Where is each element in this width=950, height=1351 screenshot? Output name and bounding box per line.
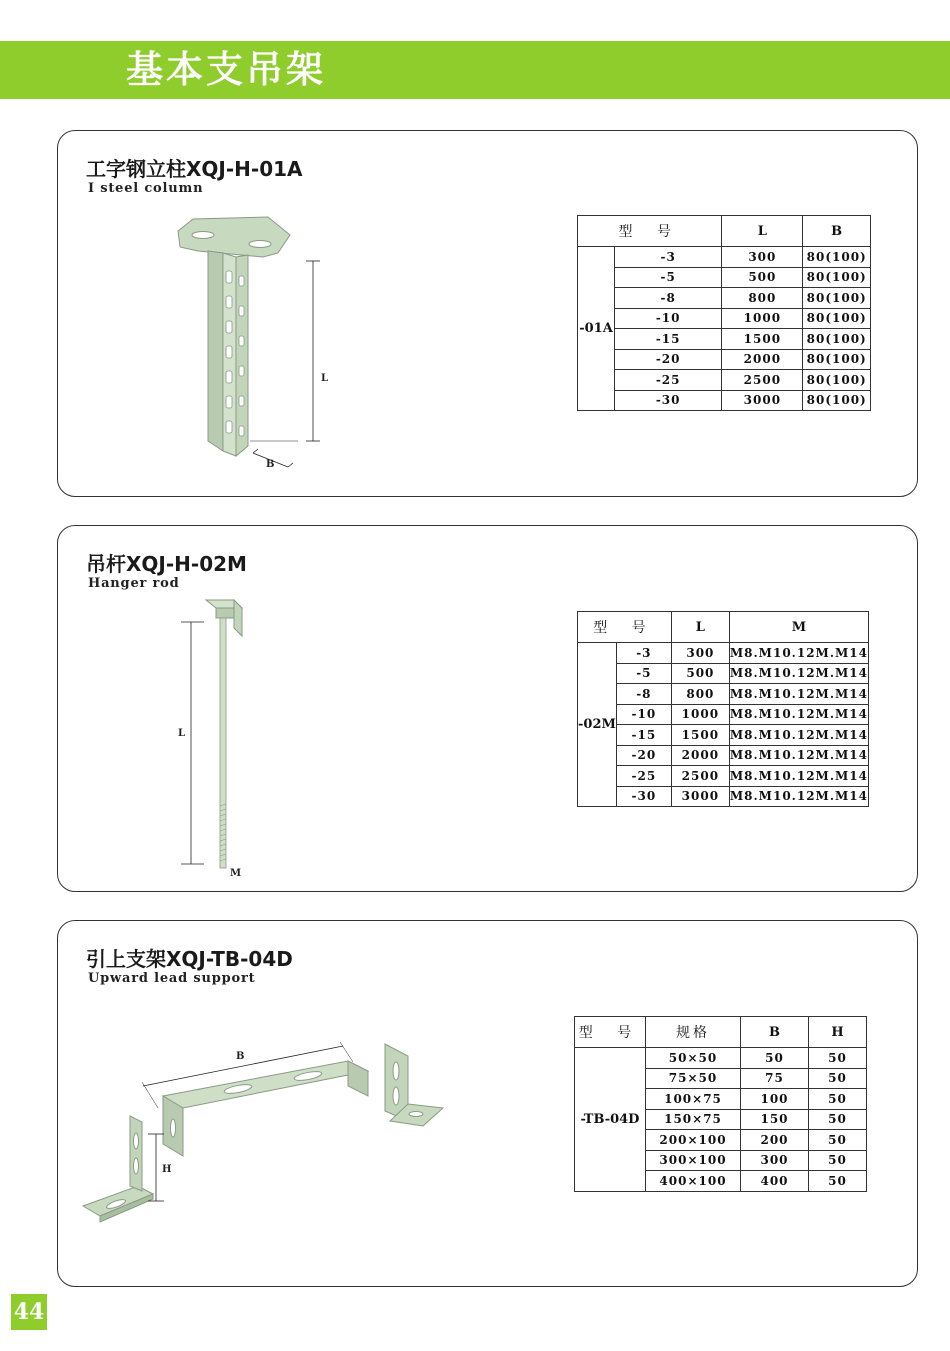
product-title: 工字钢立柱XQJ-H-01A [86,157,303,181]
table-row: -10 1000 M8.M10.12M.M14 [578,704,869,725]
dim-label-b: B [266,459,275,470]
header-l: L [671,612,729,643]
dim-label-m: M [230,868,242,879]
table-row: -30 3000 80(100) [578,390,871,411]
model-cell: -02M [578,643,617,807]
product-subtitle: I steel column [88,181,204,196]
dim-label-b: B [236,1051,245,1062]
header-b: B [741,1017,809,1048]
header-spec: 规格 [646,1017,741,1048]
table-row: -25 2500 M8.M10.12M.M14 [578,766,869,787]
page-number: 44 [11,1294,47,1330]
header-b: B [803,216,871,247]
table-row: 300×100 300 50 [575,1150,867,1171]
table-row: -TB-04D 50×50 50 50 [575,1048,867,1069]
header-model: 型 号 [578,612,672,643]
header-model: 型 号 [578,216,722,247]
table-row: -15 1500 80(100) [578,329,871,350]
model-cell: -TB-04D [575,1048,646,1192]
table-row: -30 3000 M8.M10.12M.M14 [578,786,869,807]
table-row: 100×75 100 50 [575,1089,867,1110]
product-subtitle: Hanger rod [88,576,180,591]
table-row: -20 2000 80(100) [578,349,871,370]
model-cell: -01A [578,247,615,411]
product-card-i-steel-column [57,130,918,497]
table-row: -15 1500 M8.M10.12M.M14 [578,725,869,746]
header-m: M [729,612,868,643]
product-subtitle: Upward lead support [88,971,256,986]
table-row: 200×100 200 50 [575,1130,867,1151]
product-card-upward-lead-support [57,920,918,1287]
product-card-hanger-rod [57,525,918,892]
table-row: 150×75 150 50 [575,1109,867,1130]
table-row: -8 800 80(100) [578,288,871,309]
header-h: H [809,1017,867,1048]
dim-label-l: L [178,728,186,739]
i-steel-column-drawing [168,211,348,481]
table-row: -25 2500 80(100) [578,370,871,391]
table-row: 400×100 400 50 [575,1171,867,1192]
table-row: -20 2000 M8.M10.12M.M14 [578,745,869,766]
table-row: -8 800 M8.M10.12M.M14 [578,684,869,705]
spec-table [577,611,869,807]
table-row: 75×50 75 50 [575,1068,867,1089]
hanger-rod-drawing [168,596,268,881]
product-title: 吊杆XQJ-H-02M [86,552,247,576]
header-banner [0,41,950,99]
dim-label-h: H [162,1164,172,1175]
page-title: 基本支吊架 [126,48,326,91]
dim-label-l: L [321,373,329,384]
table-row: -02M -3 300 M8.M10.12M.M14 [578,643,869,664]
table-row: -10 1000 80(100) [578,308,871,329]
header-model: 型 号 [575,1017,646,1048]
table-row: -01A -3 300 80(100) [578,247,871,268]
upward-lead-support-drawing [78,1026,458,1256]
spec-table [577,215,871,411]
product-title: 引上支架XQJ-TB-04D [86,947,293,971]
table-row: -5 500 80(100) [578,267,871,288]
spec-table [574,1016,867,1192]
header-l: L [722,216,803,247]
table-row: -5 500 M8.M10.12M.M14 [578,663,869,684]
